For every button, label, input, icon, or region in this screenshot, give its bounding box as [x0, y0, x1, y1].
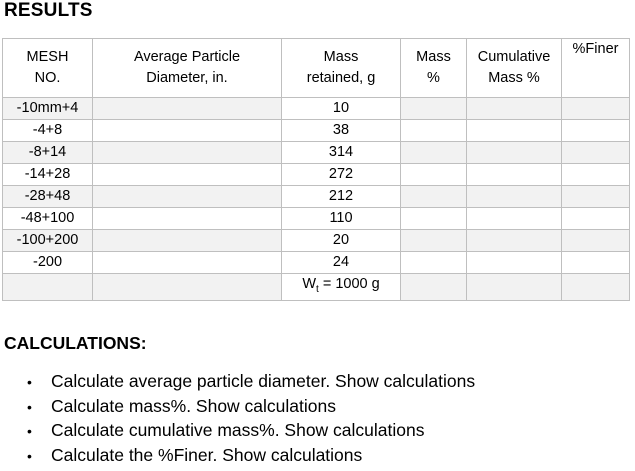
total-symbol: W	[302, 276, 317, 292]
cell-mass-retained: 10	[282, 98, 401, 120]
list-item-text: Calculate the %Finer. Show calculations	[51, 444, 363, 465]
cell-mesh: -10mm+4	[3, 98, 93, 120]
header-line: %	[427, 70, 440, 86]
cell-mesh: -14+28	[3, 164, 93, 186]
cell-mesh: -200	[3, 252, 93, 274]
cell-percent-finer	[562, 120, 630, 142]
list-item-text: Calculate cumulative mass%. Show calculations	[51, 420, 425, 440]
cell-average-diameter	[93, 120, 282, 142]
cell-cumulative-mass-percent	[467, 142, 562, 164]
cell-percent-finer	[562, 142, 630, 164]
table-row	[3, 98, 630, 120]
table-row	[3, 186, 630, 208]
bullet-icon: •	[27, 447, 32, 464]
table-row	[3, 164, 630, 186]
header-line: NO.	[34, 70, 61, 86]
header-line: MESH	[26, 49, 69, 65]
cell-average-diameter	[93, 252, 282, 274]
cell-average-diameter	[93, 142, 282, 164]
cell-percent-finer	[562, 230, 630, 252]
cell-average-diameter	[93, 208, 282, 230]
table-row	[3, 230, 630, 252]
cell-mesh: -4+8	[3, 120, 93, 142]
cell-cumulative-mass-percent	[467, 230, 562, 252]
total-subscript: t	[316, 283, 319, 295]
cell-mass-retained: 38	[282, 120, 401, 142]
list-item-text: Calculate average particle diameter. Show calculations	[51, 371, 476, 391]
cell-mass-percent	[401, 252, 467, 274]
header-line: Mass	[323, 49, 359, 65]
cell-percent-finer	[562, 98, 630, 120]
cell-empty	[401, 274, 467, 301]
cell-mass-retained: 212	[282, 186, 401, 208]
cell-empty	[3, 274, 93, 301]
table-header-row	[3, 39, 630, 98]
cell-average-diameter	[93, 98, 282, 120]
cell-mass-percent	[401, 142, 467, 164]
cell-percent-finer	[562, 186, 630, 208]
header-cumulative-mass-percent	[467, 39, 562, 98]
list-item	[0, 418, 475, 443]
cell-mass-retained: 20	[282, 230, 401, 252]
cell-mass-percent	[401, 98, 467, 120]
cell-cumulative-mass-percent	[467, 186, 562, 208]
cell-mass-retained: 24	[282, 252, 401, 274]
cell-total-mass	[282, 274, 401, 301]
cell-mass-percent	[401, 164, 467, 186]
cell-cumulative-mass-percent	[467, 120, 562, 142]
list-item	[0, 394, 475, 419]
header-line: Average Particle	[133, 49, 241, 65]
list-item	[0, 369, 475, 394]
cell-percent-finer	[562, 252, 630, 274]
cell-mesh: -8+14	[3, 142, 93, 164]
header-mesh-no	[3, 39, 93, 98]
cell-cumulative-mass-percent	[467, 252, 562, 274]
table-row	[3, 142, 630, 164]
list-item	[0, 443, 475, 468]
cell-mesh: -48+100	[3, 208, 93, 230]
cell-cumulative-mass-percent	[467, 208, 562, 230]
cell-empty	[467, 274, 562, 301]
cell-mass-percent	[401, 186, 467, 208]
cell-mass-percent	[401, 208, 467, 230]
cell-average-diameter	[93, 230, 282, 252]
cell-mesh: -28+48	[3, 186, 93, 208]
table-row	[3, 208, 630, 230]
header-mass-percent	[401, 39, 467, 98]
cell-cumulative-mass-percent	[467, 164, 562, 186]
table-total-row	[3, 274, 630, 301]
cell-mass-percent	[401, 120, 467, 142]
cell-mass-retained: 272	[282, 164, 401, 186]
header-line: Mass %	[488, 70, 540, 86]
cell-average-diameter	[93, 186, 282, 208]
header-line: Diameter, in.	[146, 70, 228, 86]
results-heading: RESULTS	[4, 0, 93, 21]
header-line: Cumulative	[477, 49, 551, 65]
cell-mass-retained: 314	[282, 142, 401, 164]
header-line: %Finer	[572, 41, 619, 57]
cell-empty	[562, 274, 630, 301]
header-percent-finer	[562, 39, 630, 98]
results-table	[2, 38, 630, 301]
header-line: Mass	[416, 49, 451, 65]
calculations-heading: CALCULATIONS:	[4, 333, 147, 353]
list-item-text: Calculate mass%. Show calculations	[51, 395, 336, 416]
cell-cumulative-mass-percent	[467, 98, 562, 120]
cell-percent-finer	[562, 164, 630, 186]
bullet-icon: •	[27, 398, 32, 415]
table-row	[3, 120, 630, 142]
calculations-list	[0, 369, 475, 467]
cell-empty	[93, 274, 282, 301]
header-mass-retained	[282, 39, 401, 98]
table-row	[3, 252, 630, 274]
bullet-icon: •	[27, 374, 32, 390]
cell-percent-finer	[562, 208, 630, 230]
cell-mass-percent	[401, 230, 467, 252]
total-value: = 1000 g	[318, 276, 380, 292]
cell-average-diameter	[93, 164, 282, 186]
header-average-particle-diameter	[93, 39, 282, 98]
cell-mass-retained: 110	[282, 208, 401, 230]
cell-mesh: -100+200	[3, 230, 93, 252]
bullet-icon: •	[27, 423, 32, 439]
header-line: retained, g	[306, 70, 376, 86]
